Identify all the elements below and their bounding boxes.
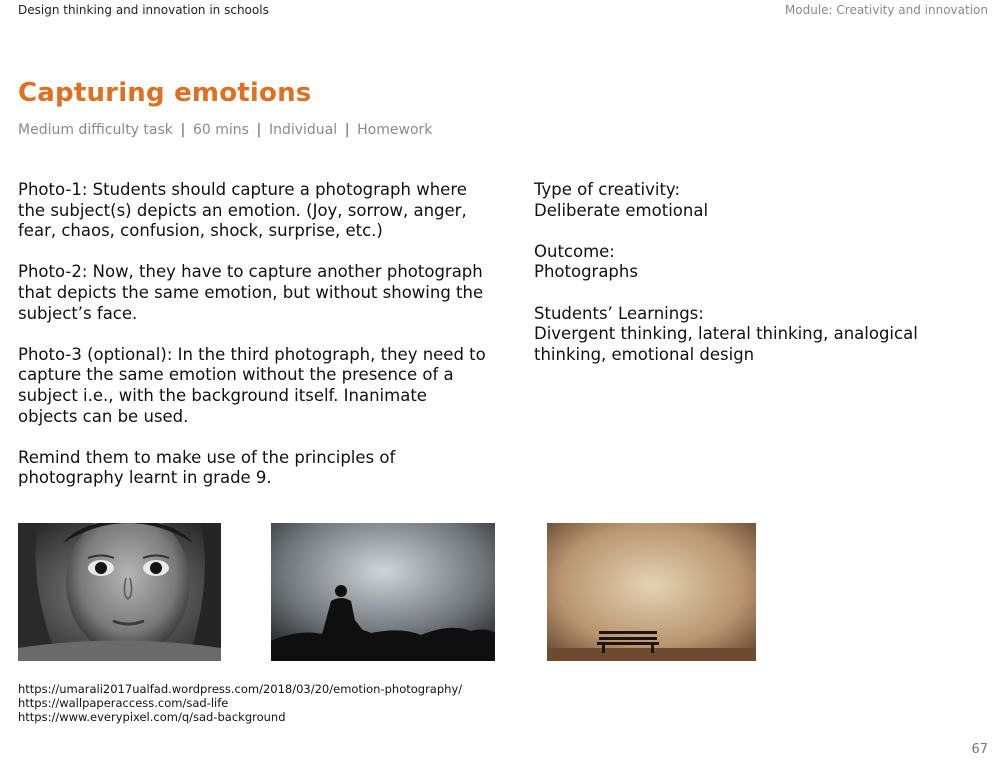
source-link[interactable]: https://www.everypixel.com/q/sad-background — [18, 710, 286, 724]
duration-label: 60 mins — [192, 122, 249, 138]
instruction-photo-2: Photo-2: Now, they have to capture another photograph that depicts the same emotion, but without showing the subject’s face. — [18, 262, 484, 323]
course-title: Design thinking and innovation in schools — [18, 3, 269, 17]
task-details — [534, 180, 984, 386]
creativity-block — [534, 180, 984, 221]
photo-silhouette — [271, 523, 495, 661]
module-title: Module: Creativity and innovation — [784, 3, 988, 17]
meta-separator: | — [256, 122, 262, 138]
meta-separator: | — [344, 122, 350, 138]
difficulty-label: Medium difficulty task — [18, 122, 173, 138]
task-meta — [18, 122, 432, 138]
outcome-label: Outcome: — [534, 241, 615, 261]
mode-label: Individual — [268, 122, 338, 138]
instruction-reminder: Remind them to make use of the principles of photography learnt in grade 9. — [18, 447, 396, 488]
meta-separator: | — [180, 122, 186, 138]
outcome-block — [534, 242, 984, 283]
outcome-value: Photographs — [534, 262, 638, 282]
creativity-value: Deliberate emotional — [534, 200, 709, 220]
creativity-label: Type of creativity: — [534, 180, 681, 199]
type-label: Homework — [357, 122, 433, 138]
learnings-value: Divergent thinking, lateral thinking, analogical thinking, emotional design — [534, 324, 918, 364]
image-sources — [18, 682, 462, 724]
source-link[interactable]: https://wallpaperaccess.com/sad-life — [18, 696, 229, 710]
source-link[interactable]: https://umarali2017ualfad.wordpress.com/2018/03/20/emotion-photography/ — [18, 682, 463, 696]
instruction-photo-1: Photo-1: Students should capture a photograph where the subject(s) depicts an emotion. (Joy, sorrow, anger, fear, chaos, confusion, shock, surprise, etc.) — [18, 180, 467, 241]
page-title: Capturing emotions — [18, 78, 312, 108]
learnings-label: Students’ Learnings: — [534, 303, 704, 323]
instructions — [18, 180, 488, 510]
photo-bench — [547, 523, 756, 661]
photo-face-closeup — [18, 523, 221, 661]
page-number: 67 — [971, 742, 988, 757]
instruction-photo-3: Photo-3 (optional): In the third photograph, they need to capture the same emotion without the presence of a subject i.e., with the background itself. Inanimate objects can be used. — [18, 344, 486, 426]
learnings-block — [534, 304, 984, 366]
